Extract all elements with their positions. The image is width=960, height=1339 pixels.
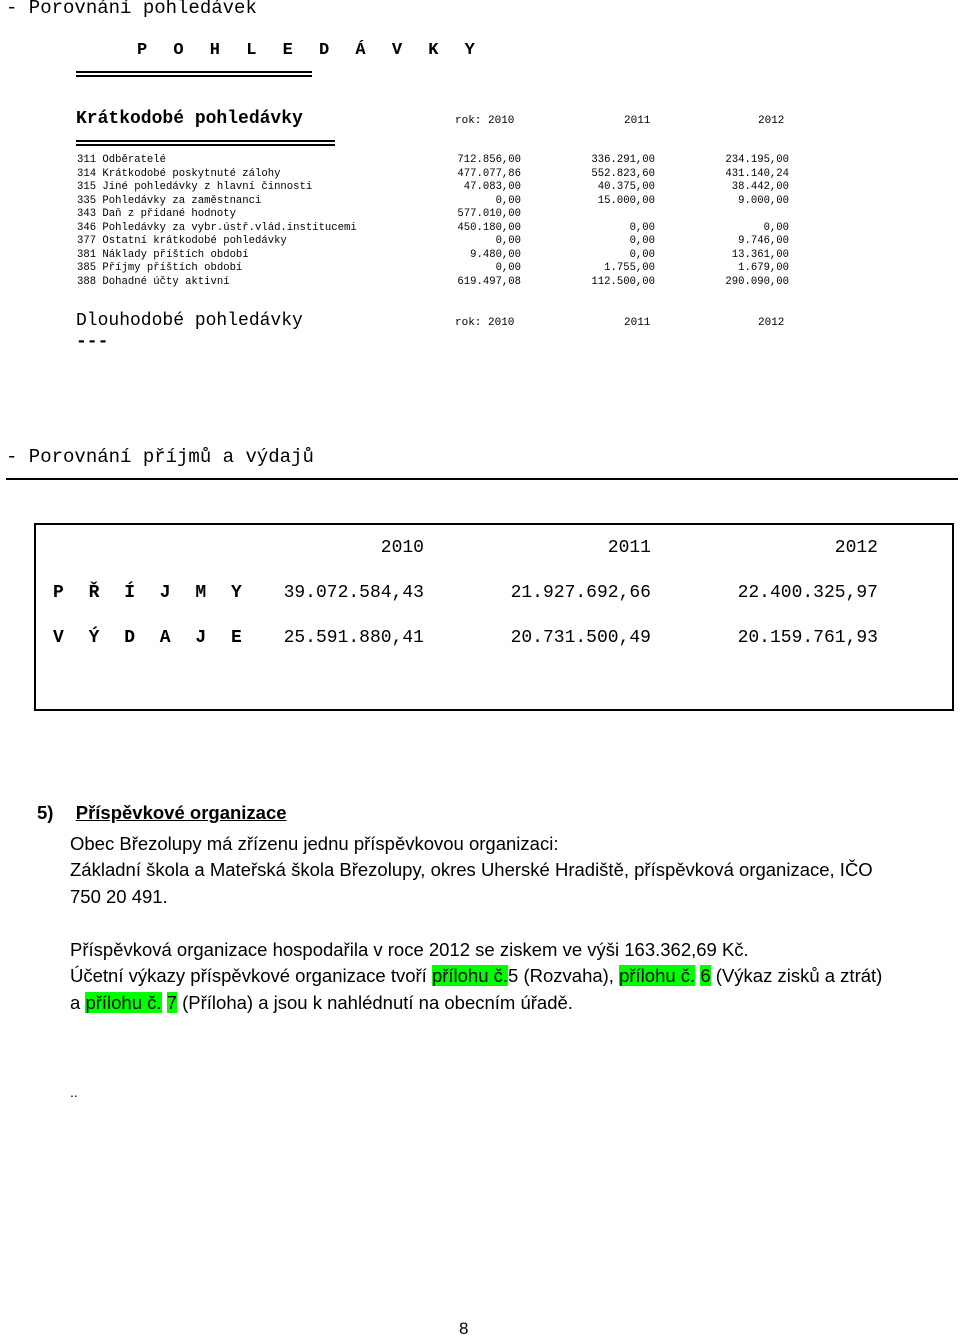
value-2012: 13.361,00 (731, 248, 789, 261)
text: 5 (Rozvaha), (508, 965, 620, 986)
short-term-double-underline (76, 140, 335, 146)
expense-2011: 20.731.500,49 (510, 628, 651, 648)
highlighted-text: 6 (700, 965, 711, 986)
long-term-dashes: --- (76, 332, 109, 352)
value-2012: 431.140,24 (725, 167, 789, 180)
text: Účetní výkazy příspěvkové organizace tvoří (70, 965, 432, 986)
value-2012: 0,00 (763, 221, 789, 234)
highlighted-text: přílohu č. (431, 965, 509, 986)
org-line-3: 750 20 491. (70, 886, 168, 907)
text: (Příloha) a jsou k nahlédnutí na obecním úřadě. (176, 992, 573, 1013)
value-2011: 112.500,00 (591, 275, 655, 288)
table-row (77, 154, 797, 167)
section-number: 5) (37, 802, 54, 823)
income-label: P Ř Í J M Y (53, 583, 249, 603)
income-2011: 21.927.692,66 (510, 583, 651, 603)
value-2011: 552.823,60 (591, 167, 655, 180)
value-2011: 15.000,00 (597, 194, 655, 207)
value-2011: 1.755,00 (604, 262, 655, 274)
section-rule (6, 478, 958, 480)
receivables-heading: P O H L E D Á V K Y (137, 41, 483, 60)
year-2012: 2012 (834, 538, 878, 558)
row-label: 381 Náklady příštích období (77, 248, 249, 261)
footer-dots: .. (70, 1084, 78, 1100)
row-label: 343 Daň z přidané hodnoty (77, 208, 236, 220)
expense-2010: 25.591.880,41 (283, 628, 424, 648)
income-2010: 39.072.584,43 (283, 583, 424, 603)
row-label: 335 Pohledávky za zaměstnanci (77, 194, 262, 207)
text: a (70, 992, 86, 1013)
value-2012: 38.442,00 (731, 181, 789, 193)
income-expense-box (34, 523, 954, 711)
long-term-year-2011: 2011 (624, 317, 651, 329)
table-row (77, 262, 797, 275)
org-line-5 (70, 963, 882, 990)
value-2010: 477.077,86 (457, 167, 521, 180)
expense-2012: 20.159.761,93 (737, 628, 878, 648)
table-row (77, 249, 797, 262)
value-2010: 619.497,08 (457, 275, 521, 288)
table-row (77, 235, 797, 248)
year-2011: 2011 (607, 538, 651, 558)
table-row (77, 222, 797, 235)
row-label: 346 Pohledávky za vybr.ústř.vlád.institucemi (77, 221, 357, 234)
org-line-2: Základní škola a Mateřská škola Březolupy, okres Uherské Hradiště, příspěvková organizace, IČO (70, 859, 873, 880)
value-2012: 9.000,00 (738, 194, 789, 207)
long-term-year-2010: rok: 2010 (455, 317, 515, 329)
highlighted-text: přílohu č. (85, 992, 162, 1013)
text: (Výkaz zisků a ztrát) (710, 965, 883, 986)
org-line-6 (70, 990, 573, 1017)
value-2010: 47.083,00 (463, 181, 521, 193)
value-2012: 1.679,00 (738, 262, 789, 274)
table-row (77, 181, 797, 194)
table-row (77, 195, 797, 208)
value-2012: 234.195,00 (725, 154, 789, 166)
long-term-year-2012: 2012 (758, 317, 785, 329)
value-2010: 0,00 (495, 262, 521, 274)
value-2011: 40.375,00 (597, 181, 655, 193)
highlighted-text: 7 (166, 992, 177, 1013)
table-row (77, 276, 797, 289)
row-label: 385 Příjmy příštích období (77, 262, 243, 274)
page-number: 8 (459, 1319, 469, 1338)
short-term-title: Krátkodobé pohledávky (76, 109, 303, 129)
section-5-heading (37, 800, 287, 827)
value-2010: 712.856,00 (457, 154, 521, 166)
org-line-1: Obec Březolupy má zřízenu jednu příspěvkovou organizaci: (70, 833, 559, 854)
row-label: 388 Dohadné účty aktivní (77, 275, 230, 288)
long-term-title: Dlouhodobé pohledávky (76, 311, 303, 331)
table-row (77, 168, 797, 181)
row-label: 311 Odběratelé (77, 154, 167, 166)
value-2010: 577.010,00 (457, 208, 521, 220)
highlighted-text: přílohu č. (619, 965, 696, 986)
year-2010: 2010 (380, 538, 424, 558)
income-2012: 22.400.325,97 (737, 583, 878, 603)
value-2011: 0,00 (629, 248, 655, 261)
heading-double-underline (76, 71, 312, 77)
table-row (77, 208, 797, 221)
value-2011: 0,00 (629, 235, 655, 247)
short-term-year-2010: rok: 2010 (455, 115, 515, 127)
value-2011: 0,00 (629, 221, 655, 234)
row-label: 315 Jiné pohledávky z hlavní činnosti (77, 181, 313, 193)
section-title: Příspěvkové organizace (75, 802, 287, 823)
row-label: 377 Ostatní krátkodobé pohledávky (77, 235, 287, 247)
receivables-section-title: - Porovnání pohledávek (6, 0, 257, 19)
value-2011: 336.291,00 (591, 154, 655, 166)
value-2010: 9.480,00 (470, 248, 521, 261)
value-2010: 0,00 (495, 194, 521, 207)
value-2010: 450.180,00 (457, 221, 521, 234)
value-2012: 290.090,00 (725, 275, 789, 288)
text (162, 992, 167, 1013)
short-term-year-2011: 2011 (624, 115, 651, 127)
short-term-year-2012: 2012 (758, 115, 785, 127)
org-line-4: Příspěvková organizace hospodařila v roce 2012 se ziskem ve výši 163.362,69 Kč. (70, 939, 749, 960)
expense-label: V Ý D A J E (53, 628, 249, 648)
row-label: 314 Krátkodobé poskytnuté zálohy (77, 167, 281, 180)
income-expense-title: - Porovnání příjmů a výdajů (6, 446, 314, 468)
value-2012: 9.746,00 (738, 235, 789, 247)
value-2010: 0,00 (495, 235, 521, 247)
